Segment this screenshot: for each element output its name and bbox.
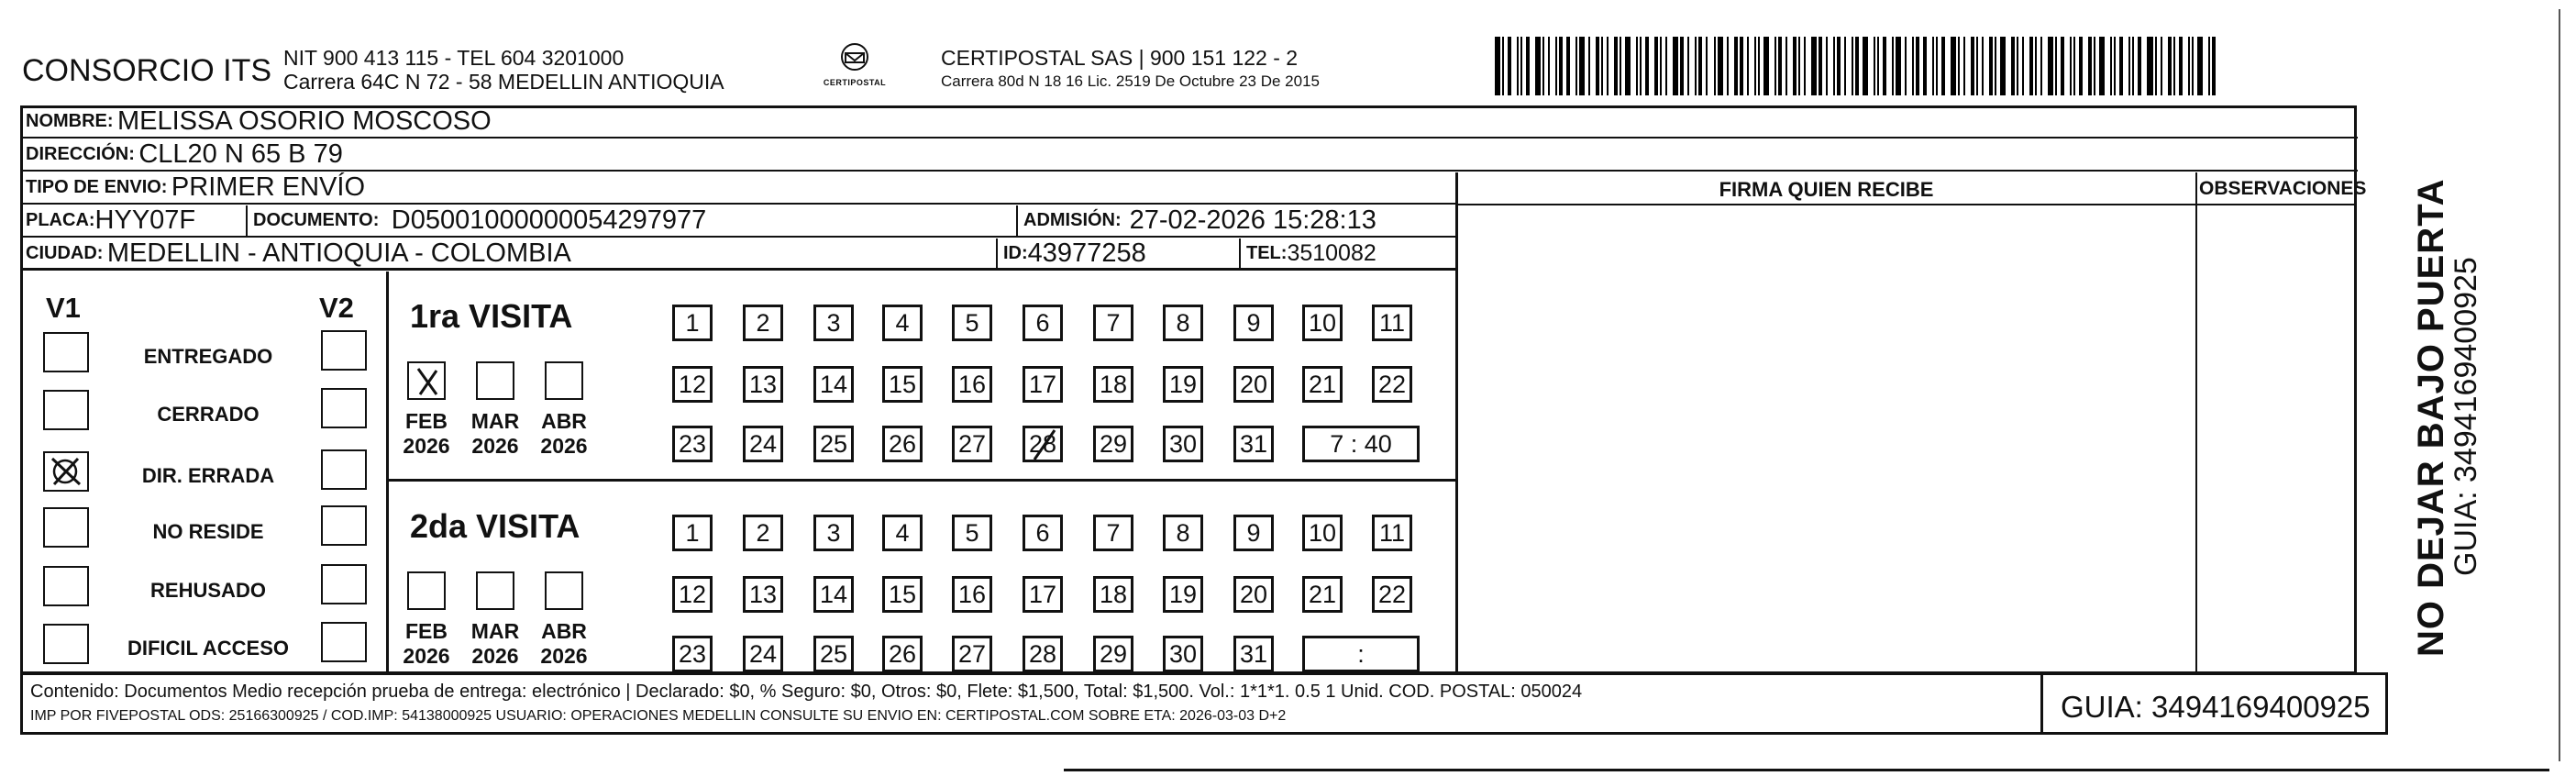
status-option-label: CERRADO [157,403,260,426]
documento-label: DOCUMENTO: [253,210,380,230]
placa-label: PLACA: [26,210,95,230]
day-box[interactable]: 10 [1302,515,1343,551]
day-box[interactable]: 19 [1163,366,1203,403]
day-box[interactable]: 16 [952,366,992,403]
day-box[interactable]: 15 [882,366,923,403]
v2-checkbox[interactable] [321,564,367,604]
day-box[interactable]: 22 [1372,576,1412,613]
month-checkbox[interactable] [476,571,514,610]
observaciones-area[interactable] [2199,205,2357,672]
day-box[interactable]: 25 [813,636,854,672]
v2-checkbox[interactable] [321,388,367,428]
status-option-label: NO RESIDE [152,520,264,543]
day-box[interactable]: 19 [1163,576,1203,613]
visit-title: 2da VISITA [410,507,580,545]
status-option-label: REHUSADO [150,579,266,602]
v2-checkbox[interactable] [321,622,367,662]
tipo-envio-value: PRIMER ENVÍO [171,172,366,202]
v1-checkbox[interactable] [43,451,89,492]
v2-checkbox[interactable] [321,330,367,371]
day-box[interactable]: 17 [1023,576,1063,613]
month-label: MAR [470,409,520,433]
v1-checkbox[interactable] [43,624,89,664]
month-label: ABR [541,619,587,643]
guia-vertical: GUIA: 3494169400925 [2449,257,2483,576]
month-checkbox[interactable] [407,361,446,400]
month-checkbox[interactable] [407,571,446,610]
day-box[interactable]: 18 [1093,366,1133,403]
footer-guia: GUIA: 3494169400925 [2061,690,2371,724]
nombre-value: MELISSA OSORIO MOSCOSO [117,106,492,136]
day-box[interactable]: 17 [1023,366,1063,403]
month-checkbox[interactable] [545,361,583,400]
day-box[interactable]: 23 [672,426,713,462]
day-box[interactable]: 12 [672,576,713,613]
day-box[interactable]: 8 [1163,305,1203,341]
carrier-name: CERTIPOSTAL SAS | 900 151 122 - 2 [941,46,1299,70]
day-box[interactable]: 3 [813,515,854,551]
day-box[interactable]: 27 [952,426,992,462]
day-box[interactable]: 22 [1372,366,1412,403]
day-box[interactable]: 11 [1372,515,1412,551]
month-label: FEB [405,619,448,643]
v2-checkbox[interactable] [321,505,367,546]
day-box[interactable]: 8 [1163,515,1203,551]
tipo-envio-row [22,172,1457,205]
visit-time-box[interactable]: : [1302,636,1420,672]
day-box[interactable]: 27 [952,636,992,672]
documento-value: D05001000000054297977 [391,205,707,235]
v2-checkbox[interactable] [321,449,367,490]
month-label: MAR [470,619,520,643]
day-box[interactable]: 1 [672,305,713,341]
day-box[interactable]: 3 [813,305,854,341]
tel-value: 3510082 [1287,239,1376,266]
day-box[interactable]: 16 [952,576,992,613]
placa-row [22,205,1457,238]
tel-label: TEL: [1246,242,1288,263]
nombre-row [22,106,2358,139]
day-box[interactable]: 10 [1302,305,1343,341]
v1-checkbox[interactable] [43,332,89,372]
v1-checkbox[interactable] [43,507,89,548]
v1-label: V1 [46,292,81,324]
no-dejar-bajo-puerta: NO DEJAR BAJO PUERTA [2411,178,2451,657]
ciudad-value: MEDELLIN - ANTIOQUIA - COLOMBIA [106,238,571,268]
certipostal-logo [813,42,896,92]
v2-label: V2 [319,292,354,324]
barcode [1495,37,2219,95]
day-box[interactable]: 7 [1093,515,1133,551]
placa-value: HYY07F [94,205,196,235]
year-label: 2026 [540,644,588,668]
day-box[interactable]: 26 [882,636,923,672]
day-box[interactable]: 11 [1372,305,1412,341]
month-label: FEB [405,409,448,433]
day-box[interactable]: 20 [1233,576,1274,613]
signature-area[interactable] [1455,172,2197,672]
day-box[interactable]: 24 [743,636,783,672]
month-checkbox[interactable] [545,571,583,610]
visit-divider [389,479,1455,482]
day-box[interactable]: 28 [1023,426,1063,462]
day-box[interactable]: 21 [1302,576,1343,613]
day-box[interactable]: 18 [1093,576,1133,613]
carrier-license: Carrera 80d N 18 16 Lic. 2519 De Octubre 23 De 2015 [941,72,1320,90]
admision-value: 27-02-2026 15:28:13 [1129,205,1376,235]
bottom-rule [1064,769,2549,771]
day-box[interactable]: 1 [672,515,713,551]
direccion-label: DIRECCIÓN: [26,144,135,164]
day-box[interactable]: 30 [1163,636,1203,672]
day-box[interactable]: 6 [1023,515,1063,551]
day-box[interactable]: 20 [1233,366,1274,403]
day-box[interactable]: 5 [952,515,992,551]
day-box[interactable]: 14 [813,576,854,613]
day-box[interactable]: 6 [1023,305,1063,341]
checked-mark-icon [45,453,87,490]
status-option-label: ENTREGADO [143,345,273,368]
day-box[interactable]: 21 [1302,366,1343,403]
direccion-value: CLL20 N 65 B 79 [138,139,343,169]
month-checkbox[interactable] [476,361,514,400]
footer-line1: Contenido: Documentos Medio recepción prueba de entrega: electrónico | Declarado: $0, % Seguro: $0, Otros: $0, Flete: $1,500, Total: $1,500. Vol.: 1*1*1. 0.5 1 Unid. COD. POSTAL: 050024 [30,682,1583,702]
year-label: 2026 [471,434,519,458]
day-box[interactable]: 9 [1233,515,1274,551]
day-box[interactable]: 12 [672,366,713,403]
status-option-label: DIR. ERRADA [141,464,275,487]
month-label: ABR [541,409,587,433]
footer-line2: IMP POR FIVEPOSTAL ODS: 25166300925 / COD.IMP: 54138000925 USUARIO: OPERACIONES MEDELLIN CONSULTE SU ENVIO EN: CERTIPOSTAL.COM SOBRE ETA: 2026-03-03 D+2 [30,708,1287,724]
handwritten-slash-icon [1025,428,1062,461]
day-box[interactable]: 29 [1093,426,1133,462]
year-label: 2026 [471,644,519,668]
day-box[interactable]: 13 [743,576,783,613]
day-box[interactable]: 15 [882,576,923,613]
id-value: 43977258 [1027,238,1146,268]
id-label: ID: [1003,242,1028,263]
day-box[interactable]: 24 [743,426,783,462]
day-box[interactable]: 4 [882,515,923,551]
envelope-seal-icon [835,42,875,73]
day-box[interactable]: 14 [813,366,854,403]
year-label: 2026 [403,434,450,458]
day-box[interactable]: 2 [743,515,783,551]
ciudad-row [22,238,1457,271]
year-label: 2026 [403,644,450,668]
company-nit-tel: NIT 900 413 115 - TEL 604 3201000 [283,46,625,70]
barcode-gap [2216,37,2219,95]
tipo-envio-label: TIPO DE ENVIO: [26,177,168,197]
day-box[interactable]: 5 [952,305,992,341]
visit-time-box[interactable]: 7 : 40 [1302,426,1420,462]
day-box[interactable]: 31 [1233,636,1274,672]
year-label: 2026 [540,434,588,458]
v1-checkbox[interactable] [43,566,89,606]
day-box[interactable]: 23 [672,636,713,672]
day-box[interactable]: 26 [882,426,923,462]
day-box[interactable]: 4 [882,305,923,341]
visit-title: 1ra VISITA [410,297,573,335]
company-name: CONSORCIO ITS [22,53,272,88]
day-box[interactable]: 2 [743,305,783,341]
observaciones-header: OBSERVACIONES [2199,178,2367,199]
ciudad-label: CIUDAD: [26,242,104,263]
day-box[interactable]: 28 [1023,636,1063,672]
nombre-label: NOMBRE: [26,111,114,131]
day-box[interactable]: 31 [1233,426,1274,462]
day-box[interactable]: 29 [1093,636,1133,672]
logo-text: CERTIPOSTAL [823,78,887,87]
direccion-row [22,139,2358,172]
status-option-label: DIFICIL ACCESO [127,637,289,660]
day-box[interactable]: 7 [1093,305,1133,341]
day-box[interactable]: 9 [1233,305,1274,341]
day-box[interactable]: 13 [743,366,783,403]
day-box[interactable]: 25 [813,426,854,462]
admision-label: ADMISIÓN: [1023,210,1122,230]
day-box[interactable]: 30 [1163,426,1203,462]
v1-checkbox[interactable] [43,390,89,430]
right-rule [2559,9,2560,761]
firma-header: FIRMA QUIEN RECIBE [1719,178,1934,201]
handwritten-x-icon [409,363,444,398]
company-address: Carrera 64C N 72 - 58 MEDELLIN ANTIOQUIA [283,70,724,94]
